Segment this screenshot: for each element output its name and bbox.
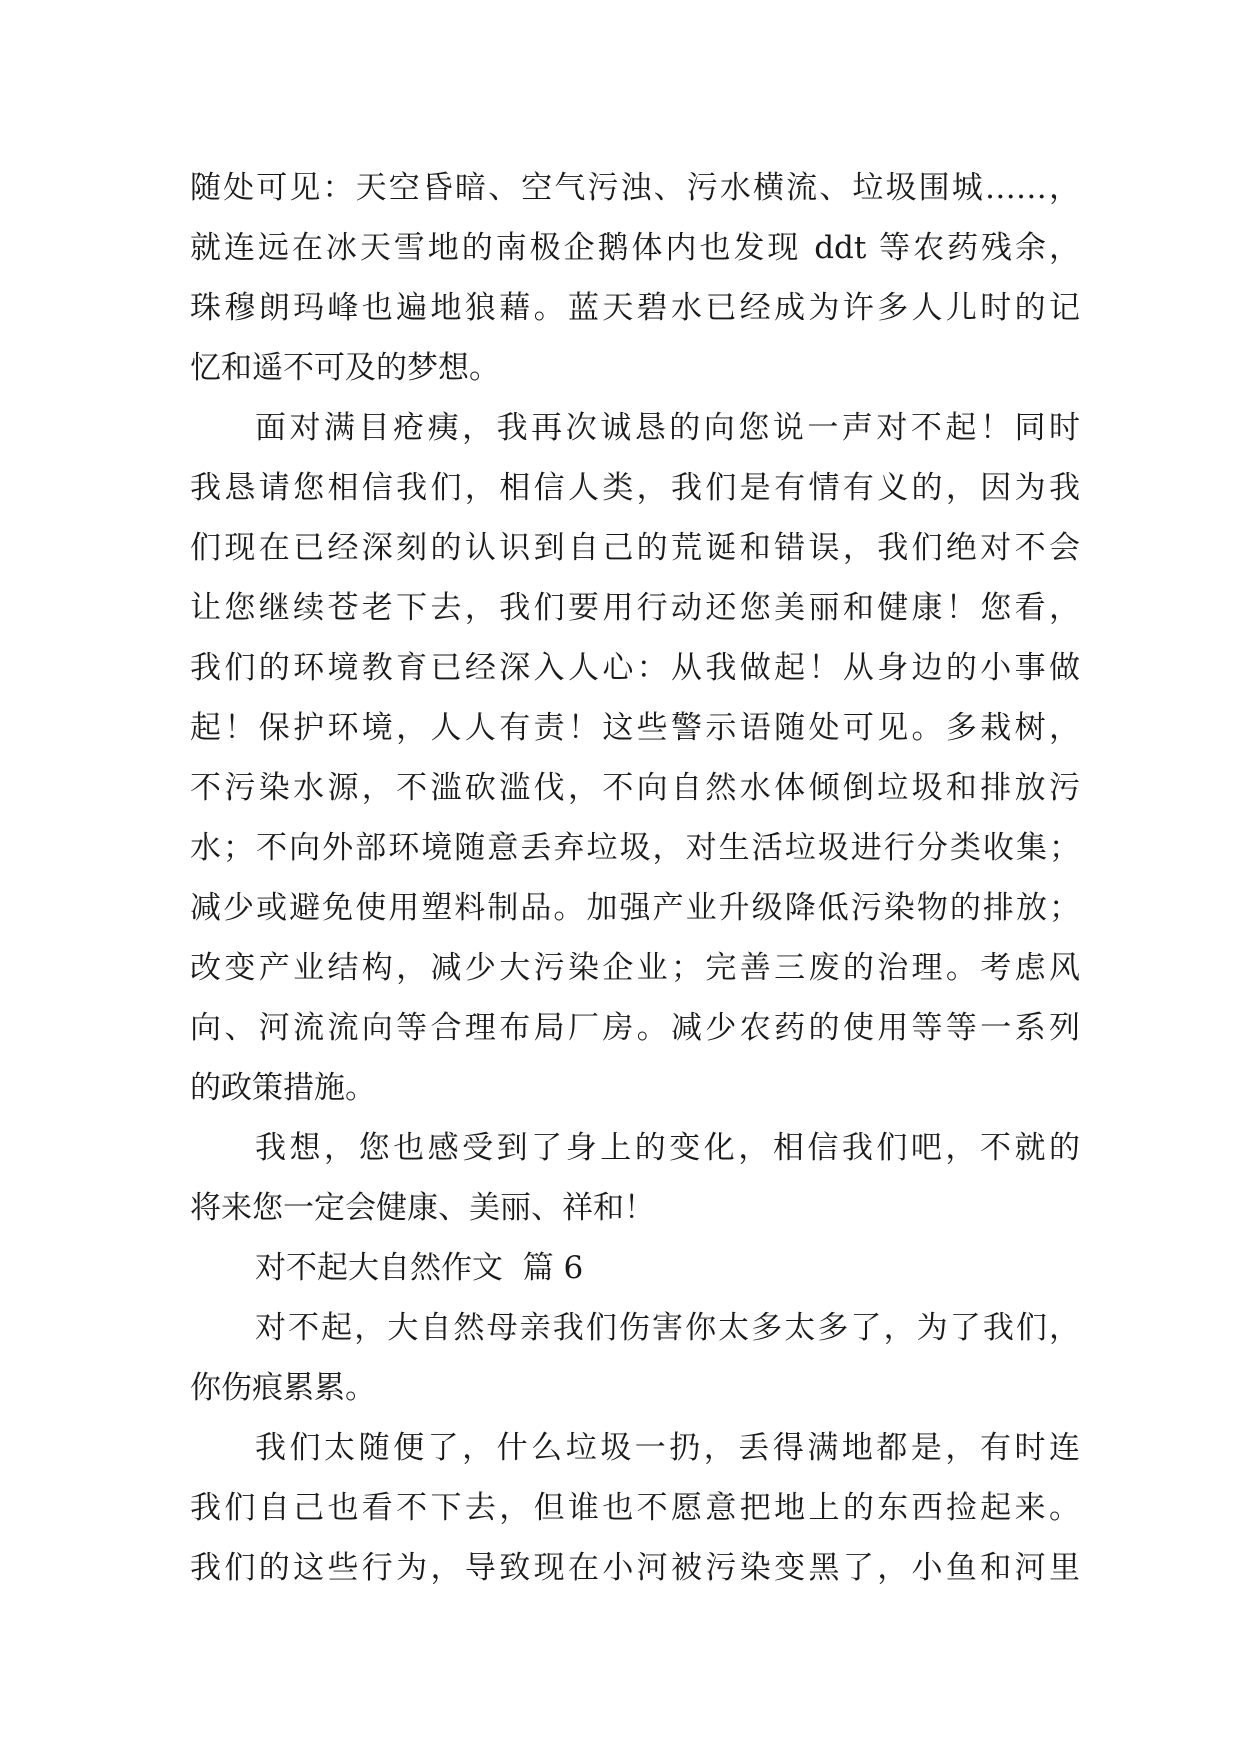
paragraph-first-line: 我想，您也感受到了身上的变化，相信我们吧，不就的 xyxy=(255,1130,1080,1166)
text-line: 将来您一定会健康、美丽、祥和！ xyxy=(190,1190,655,1226)
text-line: 我们的这些行为，导致现在小河被污染变黑了，小鱼和河里 xyxy=(190,1550,1080,1586)
text-line: 你伤痕累累。 xyxy=(190,1370,376,1406)
text-line: 水；不向外部环境随意丢弃垃圾，对生活垃圾进行分类收集； xyxy=(190,830,1080,866)
text-line: 珠穆朗玛峰也遍地狼藉。蓝天碧水已经成为许多人儿时的记 xyxy=(190,290,1080,326)
paragraph-first-line: 我们太随便了，什么垃圾一扔，丢得满地都是，有时连 xyxy=(255,1430,1080,1466)
text-line: 减少或避免使用塑料制品。加强产业升级降低污染物的排放； xyxy=(190,890,1080,926)
paragraph-first-line: 面对满目疮痍，我再次诚恳的向您说一声对不起！同时 xyxy=(255,410,1080,446)
paragraph-first-line: 对不起，大自然母亲我们伤害你太多太多了，为了我们， xyxy=(255,1310,1080,1346)
text-line: 就连远在冰天雪地的南极企鹅体内也发现 ddt 等农药残余， xyxy=(190,230,1080,266)
text-line: 随处可见：天空昏暗、空气污浊、污水横流、垃圾围城……， xyxy=(190,170,1080,206)
text-line: 我们的环境教育已经深入人心：从我做起！从身边的小事做 xyxy=(190,650,1080,686)
text-line: 忆和遥不可及的梦想。 xyxy=(190,350,500,386)
text-line: 向、河流流向等合理布局厂房。减少农药的使用等等一系列 xyxy=(190,1010,1080,1046)
text-line: 不污染水源，不滥砍滥伐，不向自然水体倾倒垃圾和排放污 xyxy=(190,770,1080,806)
text-line: 我恳请您相信我们，相信人类，我们是有情有义的，因为我 xyxy=(190,470,1080,506)
section-heading: 对不起大自然作文 篇 6 xyxy=(255,1250,584,1286)
text-line: 的政策措施。 xyxy=(190,1070,376,1106)
text-line: 们现在已经深刻的认识到自己的荒诞和错误，我们绝对不会 xyxy=(190,530,1080,566)
text-line: 起！保护环境，人人有责！这些警示语随处可见。多栽树， xyxy=(190,710,1080,746)
text-line: 改变产业结构，减少大污染企业；完善三废的治理。考虑风 xyxy=(190,950,1080,986)
text-line: 让您继续苍老下去，我们要用行动还您美丽和健康！您看， xyxy=(190,590,1080,626)
text-line: 我们自己也看不下去，但谁也不愿意把地上的东西捡起来。 xyxy=(190,1490,1080,1526)
